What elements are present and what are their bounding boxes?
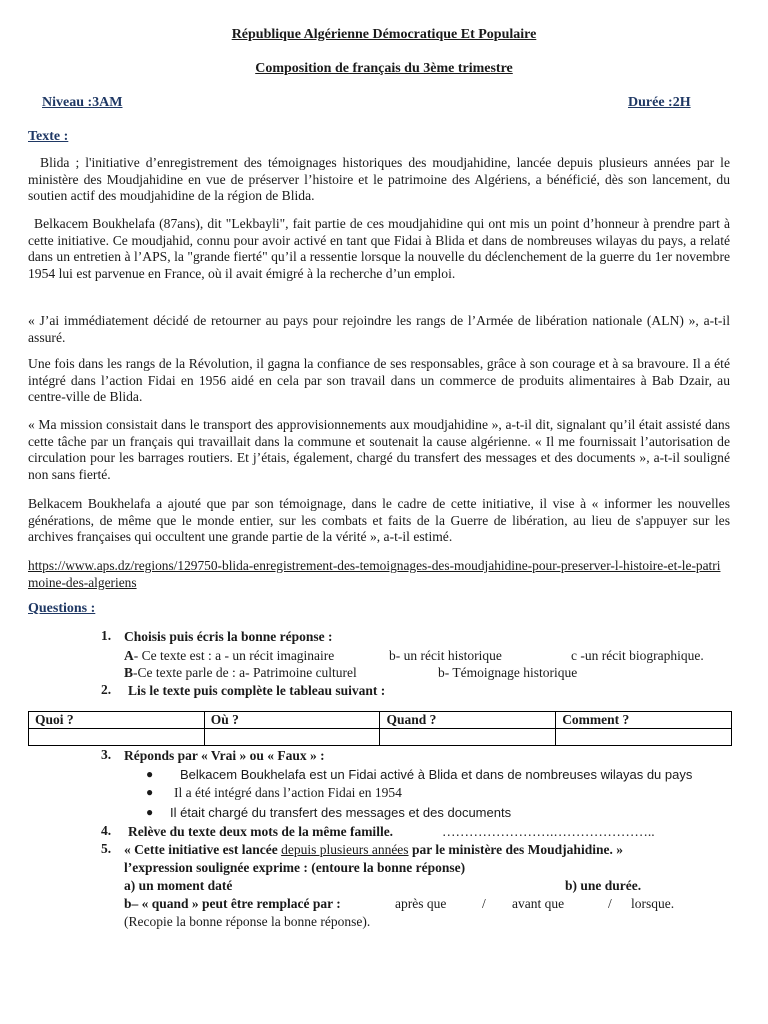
q1-a-label: A bbox=[124, 648, 134, 663]
q5-choice-3[interactable]: lorsque. bbox=[631, 896, 675, 911]
paragraph-5: « Ma mission consistait dans le transport des approvisionnements aux moudjahidine », a-t-il dit, signalant qu’il était assisté dans cette tâche par un français qui travaillait dans la commune et soutenait la cause algérienne. « Il me fournissait l’autorisation de circulation pour les barrages routiers. Et j’étais, également, chargé du transfert des messages et des documents », a-t-il souligné non sans fierté. bbox=[28, 417, 730, 482]
q5-underlined-expression: depuis plusieurs années bbox=[281, 842, 409, 857]
paragraph-4: Une fois dans les rangs de la Révolution, il gagna la confiance de ses responsables, grâce à son courage et à sa bravoure. Il a été intégré dans l’action Fidai en 1956 aidé en cela par son travail dans un commerce de produits alimentaires à Bab Dzair, au centre-ville de Blida. bbox=[28, 356, 730, 405]
duree-label: Durée :2H bbox=[628, 95, 691, 110]
paragraph-2: Belkacem Boukhelafa (87ans), dit "Lekbayli", fait partie de ces moudjahidine qui ont mis un point d’honneur à prendre part à cette initiative. Ce moudjahid, connu pour avoir activé en tant que Fidai à Blida et dans de nombreuses wilayas du pays, a relaté dans un entretien à l’APS, la "grande fierté" qu’il a ressentie lorsque la nouvelle du déclenchement de la guerre du 1er novembre 1954 lui est parvenue en France, où il avait émigré à la recherche d’un emploi. bbox=[28, 216, 730, 281]
q1-a-option-2: b- un récit historique bbox=[389, 648, 502, 663]
q3-number: 3. bbox=[101, 747, 112, 762]
q1-b-text: -Ce texte parle de : a- Patrimoine culturel bbox=[133, 665, 357, 680]
q5-number: 5. bbox=[101, 841, 112, 856]
bullet-icon: ● bbox=[146, 785, 154, 799]
q3-title: Réponds par « Vrai » ou « Faux » : bbox=[124, 748, 325, 763]
table-header-cell: Quoi ? bbox=[29, 712, 205, 729]
q4-number: 4. bbox=[101, 823, 112, 838]
paragraph-6: Belkacem Boukhelafa a ajouté que par son témoignage, dans le cadre de cette initiative, il vise à « informer les nouvelles générations, de même que le monde entier, sur les combats et faits de la Guerre de libération, au lieu de s'appuyer sur les archives françaises qui occultent une grande partie de la vérité », a-t-il estimé. bbox=[28, 496, 730, 545]
table-header-cell: Comment ? bbox=[556, 712, 732, 729]
bullet-icon: ● bbox=[146, 767, 154, 781]
paragraph-3: « J’ai immédiatement décidé de retourner au pays pour rejoindre les rangs de l’Armée de libération nationale (ALN) », a-t-il assuré. bbox=[28, 313, 730, 345]
q1-b-option-2: b- Témoignage historique bbox=[438, 665, 578, 680]
q5-separator: / bbox=[608, 896, 612, 911]
q5-line-1-post: par le ministère des Moudjahidine. » bbox=[408, 842, 623, 857]
source-link[interactable]: https://www.aps.dz/regions/129750-blida-enregistrement-des-temoignages-des-moudjahidine-pour-preserver-l-histoire-et-le-patrimoine-des-algeriens bbox=[28, 558, 721, 590]
paragraph-1: Blida ; l'initiative d’enregistrement des témoignages historiques des moudjahidine, lancée depuis plusieurs années par le ministère des Moudjahidine en vue de préserver l’histoire et le patrimoine des Algériens, a bénéficié, dès son lancement, du soutien actif des moudjahidine de la région de Blida. bbox=[28, 155, 730, 204]
q1-title: Choisis puis écris la bonne réponse : bbox=[124, 629, 333, 644]
q5-choice-1[interactable]: après que bbox=[395, 896, 447, 911]
table-header-row bbox=[29, 712, 732, 729]
q1-b-line bbox=[124, 664, 357, 681]
table-header-cell: Où ? bbox=[204, 712, 380, 729]
republic-title: République Algérienne Démocratique Et Populaire bbox=[231, 27, 537, 42]
composition-title: Composition de français du 3ème trimestre bbox=[255, 61, 513, 76]
q5-quand-label: b– « quand » peut être remplacé par : bbox=[124, 896, 341, 911]
q1-a-option-3: c -un récit biographique. bbox=[571, 648, 704, 663]
q4-title: Relève du texte deux mots de la même famille. bbox=[128, 824, 394, 839]
q3-item-3: Il était chargé du transfert des messages et des documents bbox=[170, 805, 512, 820]
q2-number: 2. bbox=[101, 682, 112, 697]
q2-title: Lis le texte puis complète le tableau suivant : bbox=[128, 683, 386, 698]
q4-answer-dots[interactable]: …………………….………………….. bbox=[442, 824, 655, 839]
q5-option-b[interactable]: b) une durée. bbox=[565, 878, 642, 893]
table-header-cell: Quand ? bbox=[380, 712, 556, 729]
q3-item-2: Il a été intégré dans l’action Fidai en 1954 bbox=[174, 785, 402, 800]
texte-heading: Texte : bbox=[28, 129, 69, 144]
q5-option-a[interactable]: a) un moment daté bbox=[124, 878, 233, 893]
q1-b-label: B bbox=[124, 665, 134, 680]
q5-separator: / bbox=[482, 896, 486, 911]
table-cell[interactable] bbox=[556, 729, 732, 746]
table-cell[interactable] bbox=[204, 729, 380, 746]
q5-choice-2[interactable]: avant que bbox=[512, 896, 565, 911]
table-row bbox=[29, 729, 732, 746]
q1-a-line bbox=[124, 647, 334, 664]
q5-line-1-pre: « Cette initiative est lancée bbox=[124, 842, 282, 857]
answer-table bbox=[28, 711, 732, 746]
table-cell[interactable] bbox=[380, 729, 556, 746]
table-cell[interactable] bbox=[29, 729, 205, 746]
niveau-label: Niveau :3AM bbox=[42, 95, 123, 110]
q1-a-text: - Ce texte est : a - un récit imaginaire bbox=[133, 648, 335, 663]
q5-line-1 bbox=[124, 841, 623, 858]
q1-number: 1. bbox=[101, 628, 112, 643]
questions-heading: Questions : bbox=[28, 601, 96, 616]
q5-line-2: l’expression soulignée exprime : (entoure la bonne réponse) bbox=[124, 860, 466, 875]
bullet-icon: ● bbox=[146, 805, 154, 819]
q5-instruction: (Recopie la bonne réponse la bonne réponse). bbox=[124, 914, 371, 929]
q3-item-1: Belkacem Boukhelafa est un Fidai activé à Blida et dans de nombreuses wilayas du pays bbox=[180, 767, 693, 782]
